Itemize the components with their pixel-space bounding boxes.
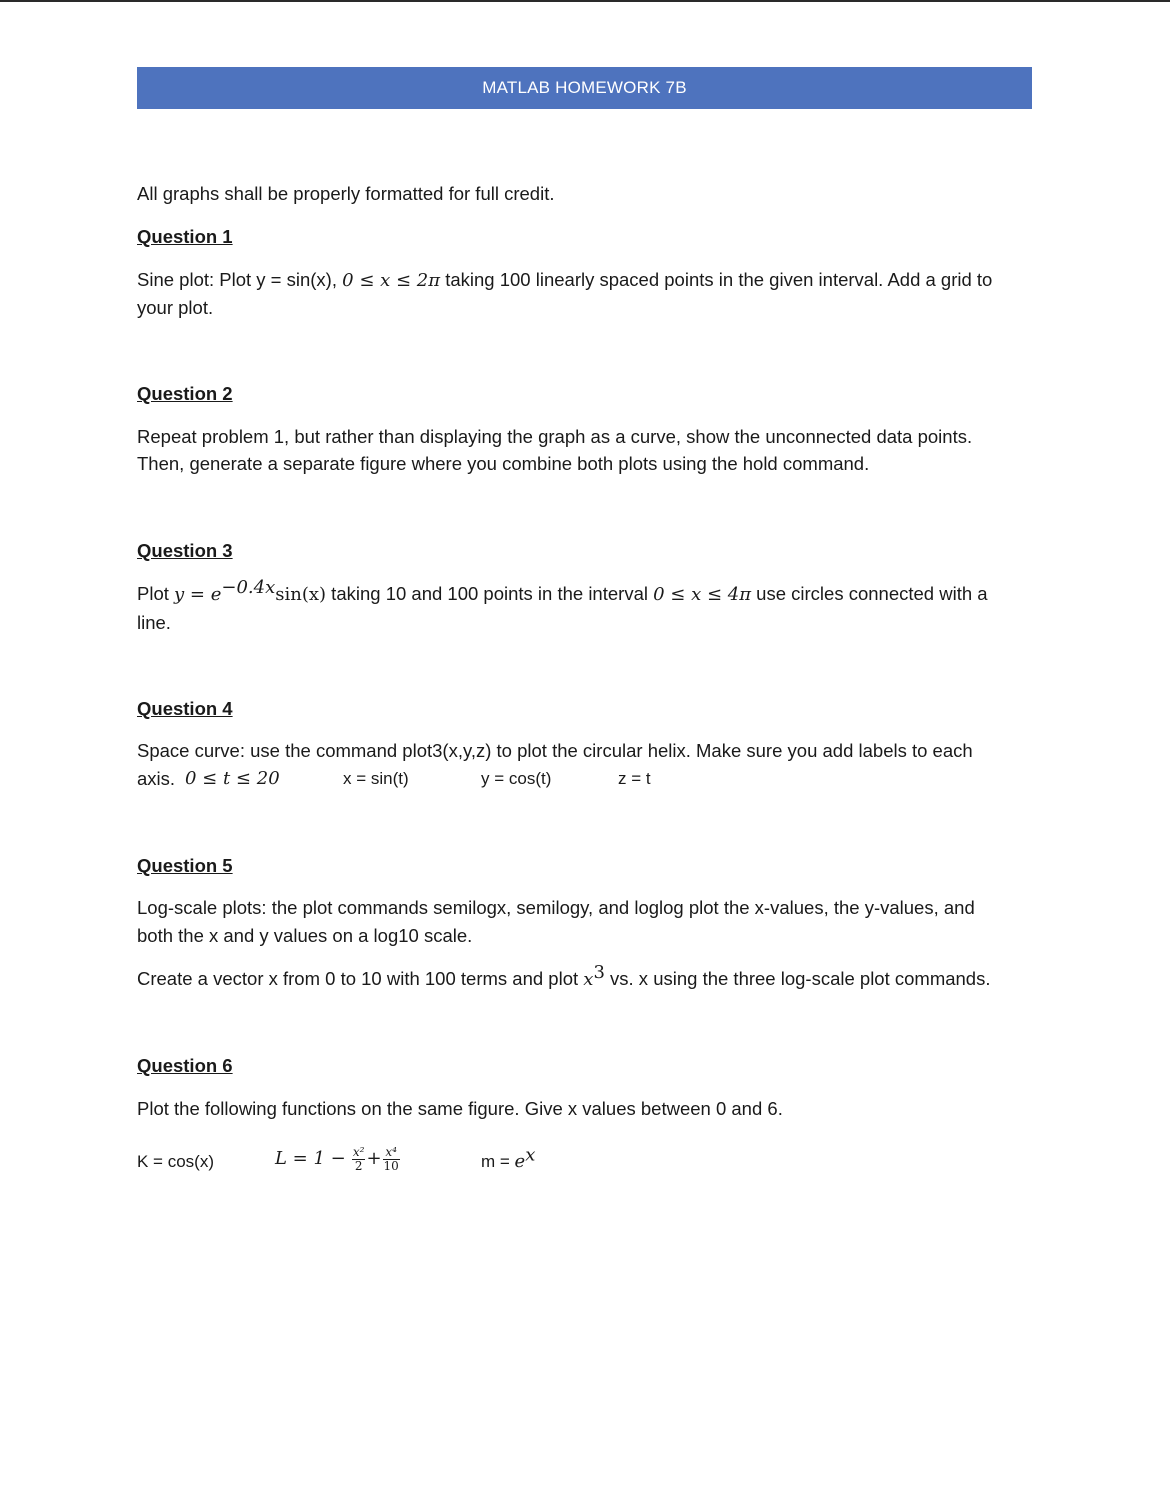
question-4-heading: Question 4 <box>137 698 233 719</box>
q4-range: 0 ≤ t ≤ 20 <box>185 768 280 789</box>
q1-interval: 0 ≤ x ≤ 2π <box>342 270 441 291</box>
q3-eq-rhs: sin(x) <box>275 584 327 605</box>
q6-frac1-den: 2 <box>354 1158 363 1173</box>
question-2-heading: Question 2 <box>137 383 233 404</box>
q4-z-eq: z = t <box>618 769 651 788</box>
question-5-line-1: Log-scale plots: the plot commands semilogx, semilogy, and loglog plot the x-values, the y-values, and <box>137 897 975 918</box>
q6-k-eq: K = cos(x) <box>137 1152 214 1171</box>
page-title: MATLAB HOMEWORK 7B <box>482 78 687 97</box>
q5-text-b: vs. x using the three log-scale plot commands. <box>604 968 991 989</box>
q4-x-eq: x = sin(t) <box>343 769 409 788</box>
question-5-heading: Question 5 <box>137 855 233 876</box>
q6-l-eq <box>275 1144 401 1173</box>
q5-text-a: Create a vector x from 0 to 10 with 100 terms and plot <box>137 968 584 989</box>
q6-frac2-den: 10 <box>383 1158 399 1173</box>
question-5-line-3 <box>137 961 991 994</box>
q6-fraction-2 <box>383 1146 400 1173</box>
q6-m-eq <box>481 1144 536 1176</box>
header-bar <box>137 67 1032 109</box>
question-4-line-2 <box>137 765 837 793</box>
q5-exp: 3 <box>593 961 605 983</box>
q6-m-exp: x <box>525 1144 536 1166</box>
q5-math: x <box>583 969 594 990</box>
q6-m-lhs: m = <box>481 1152 515 1171</box>
question-1-line-2: your plot. <box>137 297 214 318</box>
q6-frac2-num: x⁴ <box>383 1146 400 1160</box>
question-1-line-1 <box>137 266 992 295</box>
question-3-heading: Question 3 <box>137 540 233 561</box>
intro-text: All graphs shall be properly formatted for full credit. <box>137 183 555 204</box>
q1-text-a: Sine plot: Plot y = sin(x), <box>137 269 343 290</box>
q3-text-c: use circles connected with a <box>751 583 988 604</box>
question-3-line-1 <box>137 576 988 609</box>
question-2-line-1: Repeat problem 1, but rather than displaying the graph as a curve, show the unconnected data points. <box>137 426 973 447</box>
question-4-line-1: Space curve: use the command plot3(x,y,z) to plot the circular helix. Make sure you add labels to each <box>137 740 973 761</box>
q3-eq-exp: −0.4x <box>221 576 276 598</box>
q3-text-b: taking 10 and 100 points in the interval <box>326 583 654 604</box>
q6-fraction-1 <box>352 1146 366 1173</box>
q4-axis-label: axis. <box>137 768 176 789</box>
q6-l-lhs: L = 1 − <box>275 1148 346 1169</box>
q4-y-eq: y = cos(t) <box>481 769 552 788</box>
question-3-line-2: line. <box>137 612 171 633</box>
question-6-heading: Question 6 <box>137 1055 233 1076</box>
question-2-line-2: Then, generate a separate figure where you combine both plots using the hold command. <box>137 453 870 474</box>
question-6-line-1: Plot the following functions on the same figure. Give x values between 0 and 6. <box>137 1098 783 1119</box>
question-6-equations <box>137 1140 737 1184</box>
q3-text-a: Plot <box>137 583 175 604</box>
q6-m-base: e <box>514 1151 526 1172</box>
q1-text-b: taking 100 linearly spaced points in the given interval. Add a grid to <box>440 269 993 290</box>
question-5-line-2: both the x and y values on a log10 scale. <box>137 925 473 946</box>
q3-eq-lhs: y = e <box>174 584 222 605</box>
q6-l-plus: + <box>366 1148 382 1169</box>
q3-interval: 0 ≤ x ≤ 4π <box>653 584 752 605</box>
top-rule <box>0 0 1170 2</box>
q6-frac1-num: x² <box>352 1144 365 1159</box>
question-1-heading: Question 1 <box>137 226 233 247</box>
